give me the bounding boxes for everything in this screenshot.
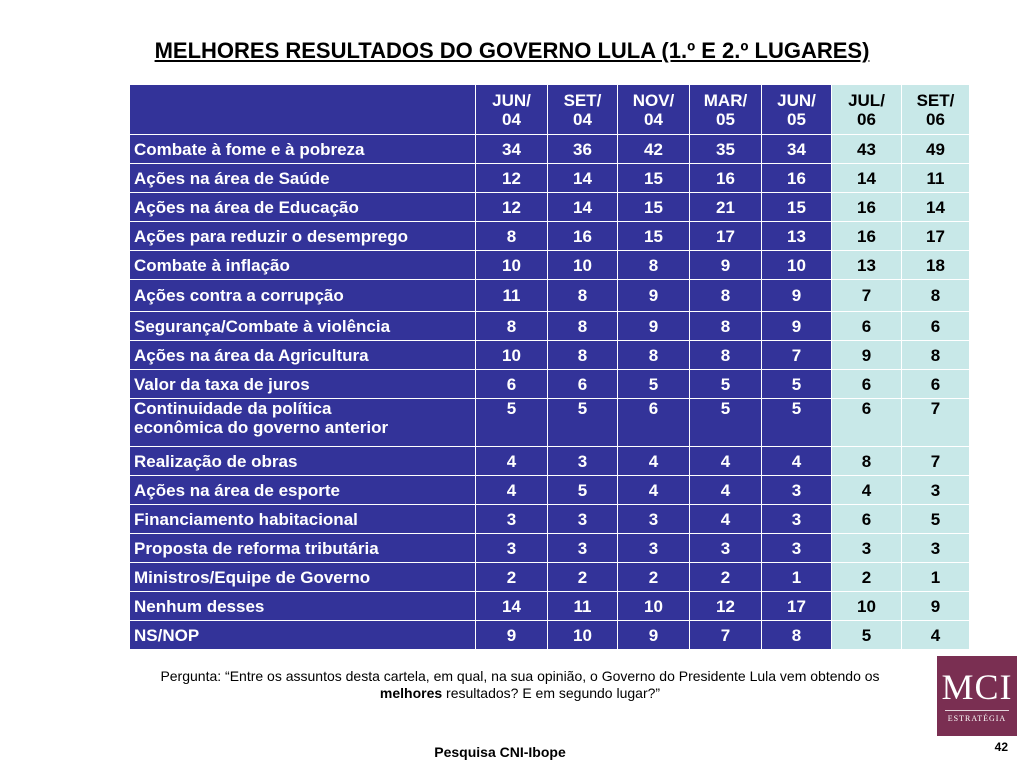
value-cell: 8 xyxy=(618,251,690,280)
value-cell: 3 xyxy=(548,447,618,476)
value-cell: 14 xyxy=(476,592,548,621)
value-cell: 8 xyxy=(618,341,690,370)
value-cell: 10 xyxy=(762,251,832,280)
value-cell: 14 xyxy=(902,193,970,222)
table-row xyxy=(130,534,970,563)
value-cell: 17 xyxy=(762,592,832,621)
value-cell: 3 xyxy=(762,476,832,505)
value-cell: 4 xyxy=(476,447,548,476)
value-cell: 15 xyxy=(618,164,690,193)
value-cell: 3 xyxy=(476,534,548,563)
value-cell: 3 xyxy=(548,534,618,563)
value-cell: 9 xyxy=(690,251,762,280)
row-label: Realização de obras xyxy=(130,447,476,476)
value-cell: 13 xyxy=(832,251,902,280)
value-cell: 34 xyxy=(476,135,548,164)
value-cell: 9 xyxy=(902,592,970,621)
value-cell: 6 xyxy=(902,370,970,399)
row-label: Ações na área da Agricultura xyxy=(130,341,476,370)
table-row xyxy=(130,592,970,621)
value-cell: 8 xyxy=(690,280,762,312)
table-row xyxy=(130,193,970,222)
value-cell: 2 xyxy=(618,563,690,592)
value-cell: 7 xyxy=(902,399,970,447)
value-cell: 13 xyxy=(762,222,832,251)
value-cell: 16 xyxy=(832,222,902,251)
value-cell: 8 xyxy=(832,447,902,476)
row-label: Ações na área de Saúde xyxy=(130,164,476,193)
value-cell: 7 xyxy=(762,341,832,370)
value-cell: 16 xyxy=(548,222,618,251)
column-header: JUL/ 06 xyxy=(832,85,902,135)
value-cell: 4 xyxy=(902,621,970,650)
value-cell: 10 xyxy=(476,341,548,370)
row-label: NS/NOP xyxy=(130,621,476,650)
row-label: Ações na área de esporte xyxy=(130,476,476,505)
header-corner xyxy=(130,85,476,135)
value-cell: 3 xyxy=(902,476,970,505)
value-cell: 15 xyxy=(618,193,690,222)
value-cell: 10 xyxy=(618,592,690,621)
value-cell: 9 xyxy=(618,621,690,650)
value-cell: 3 xyxy=(618,505,690,534)
value-cell: 6 xyxy=(902,312,970,341)
value-cell: 5 xyxy=(548,399,618,447)
question-text-start: Pergunta: “Entre os assuntos desta cartela, em qual, na sua opinião, o Governo do Presidente Lula vem obtendo os xyxy=(160,668,880,684)
value-cell: 10 xyxy=(832,592,902,621)
value-cell: 6 xyxy=(618,399,690,447)
value-cell: 35 xyxy=(690,135,762,164)
question-text-end: resultados? E em segundo lugar?” xyxy=(442,685,661,701)
value-cell: 8 xyxy=(902,341,970,370)
footer-source: Pesquisa CNI-Ibope xyxy=(434,744,566,760)
value-cell: 10 xyxy=(476,251,548,280)
value-cell: 5 xyxy=(832,621,902,650)
table-row xyxy=(130,312,970,341)
row-label: Ações contra a corrupção xyxy=(130,280,476,312)
value-cell: 12 xyxy=(476,164,548,193)
table-row xyxy=(130,135,970,164)
table-row xyxy=(130,370,970,399)
value-cell: 4 xyxy=(690,447,762,476)
value-cell: 3 xyxy=(902,534,970,563)
table-row xyxy=(130,505,970,534)
value-cell: 5 xyxy=(690,399,762,447)
value-cell: 7 xyxy=(832,280,902,312)
value-cell: 11 xyxy=(902,164,970,193)
column-header: MAR/ 05 xyxy=(690,85,762,135)
mci-logo xyxy=(937,656,1017,736)
value-cell: 9 xyxy=(476,621,548,650)
value-cell: 8 xyxy=(690,341,762,370)
value-cell: 8 xyxy=(476,312,548,341)
value-cell: 17 xyxy=(690,222,762,251)
value-cell: 12 xyxy=(476,193,548,222)
value-cell: 2 xyxy=(548,563,618,592)
page-number: 42 xyxy=(994,740,1008,754)
table-row xyxy=(130,280,970,312)
value-cell: 9 xyxy=(618,312,690,341)
question-emphasis: melhores xyxy=(379,685,443,701)
row-label: Proposta de reforma tributária xyxy=(130,534,476,563)
value-cell: 8 xyxy=(476,222,548,251)
value-cell: 8 xyxy=(548,280,618,312)
value-cell: 8 xyxy=(548,341,618,370)
value-cell: 8 xyxy=(762,621,832,650)
value-cell: 6 xyxy=(832,505,902,534)
value-cell: 11 xyxy=(548,592,618,621)
row-label: Combate à inflação xyxy=(130,251,476,280)
value-cell: 5 xyxy=(476,399,548,447)
table-row xyxy=(130,399,970,447)
value-cell: 4 xyxy=(690,476,762,505)
value-cell: 7 xyxy=(690,621,762,650)
table-row xyxy=(130,563,970,592)
value-cell: 4 xyxy=(476,476,548,505)
value-cell: 5 xyxy=(902,505,970,534)
table-row xyxy=(130,476,970,505)
value-cell: 8 xyxy=(548,312,618,341)
results-table xyxy=(129,84,970,650)
value-cell: 3 xyxy=(762,534,832,563)
value-cell: 6 xyxy=(832,370,902,399)
value-cell: 34 xyxy=(762,135,832,164)
value-cell: 4 xyxy=(618,476,690,505)
row-label: Combate à fome e à pobreza xyxy=(130,135,476,164)
value-cell: 9 xyxy=(618,280,690,312)
value-cell: 15 xyxy=(618,222,690,251)
value-cell: 3 xyxy=(618,534,690,563)
value-cell: 42 xyxy=(618,135,690,164)
value-cell: 3 xyxy=(476,505,548,534)
logo-text: MCI xyxy=(941,667,1013,707)
value-cell: 2 xyxy=(832,563,902,592)
value-cell: 36 xyxy=(548,135,618,164)
question-text xyxy=(160,668,880,702)
value-cell: 4 xyxy=(690,505,762,534)
value-cell: 2 xyxy=(690,563,762,592)
value-cell: 15 xyxy=(762,193,832,222)
header-row xyxy=(130,85,970,135)
value-cell: 5 xyxy=(762,370,832,399)
value-cell: 14 xyxy=(548,164,618,193)
row-label: Valor da taxa de juros xyxy=(130,370,476,399)
column-header: SET/ 06 xyxy=(902,85,970,135)
value-cell: 6 xyxy=(832,312,902,341)
row-label: Segurança/Combate à violência xyxy=(130,312,476,341)
logo-divider xyxy=(945,710,1009,711)
value-cell: 21 xyxy=(690,193,762,222)
row-label: Financiamento habitacional xyxy=(130,505,476,534)
value-cell: 5 xyxy=(690,370,762,399)
table-row xyxy=(130,341,970,370)
value-cell: 12 xyxy=(690,592,762,621)
value-cell: 11 xyxy=(476,280,548,312)
value-cell: 1 xyxy=(902,563,970,592)
value-cell: 2 xyxy=(476,563,548,592)
value-cell: 9 xyxy=(762,312,832,341)
value-cell: 3 xyxy=(762,505,832,534)
table-body xyxy=(130,135,970,650)
value-cell: 9 xyxy=(832,341,902,370)
page-title: MELHORES RESULTADOS DO GOVERNO LULA (1.º E 2.º LUGARES) xyxy=(154,38,870,63)
value-cell: 14 xyxy=(548,193,618,222)
table-row xyxy=(130,621,970,650)
value-cell: 4 xyxy=(832,476,902,505)
value-cell: 18 xyxy=(902,251,970,280)
table-row xyxy=(130,251,970,280)
row-label: Ministros/Equipe de Governo xyxy=(130,563,476,592)
table-row xyxy=(130,164,970,193)
value-cell: 4 xyxy=(618,447,690,476)
value-cell: 5 xyxy=(548,476,618,505)
value-cell: 5 xyxy=(618,370,690,399)
value-cell: 1 xyxy=(762,563,832,592)
column-header: NOV/ 04 xyxy=(618,85,690,135)
value-cell: 17 xyxy=(902,222,970,251)
value-cell: 16 xyxy=(832,193,902,222)
column-header: JUN/ 05 xyxy=(762,85,832,135)
value-cell: 8 xyxy=(690,312,762,341)
value-cell: 9 xyxy=(762,280,832,312)
value-cell: 10 xyxy=(548,251,618,280)
value-cell: 8 xyxy=(902,280,970,312)
row-label: Continuidade da política econômica do governo anterior xyxy=(130,399,476,447)
column-header: JUN/ 04 xyxy=(476,85,548,135)
value-cell: 16 xyxy=(762,164,832,193)
value-cell: 3 xyxy=(832,534,902,563)
value-cell: 6 xyxy=(476,370,548,399)
value-cell: 6 xyxy=(548,370,618,399)
row-label: Nenhum desses xyxy=(130,592,476,621)
value-cell: 7 xyxy=(902,447,970,476)
value-cell: 3 xyxy=(548,505,618,534)
value-cell: 49 xyxy=(902,135,970,164)
table-row xyxy=(130,222,970,251)
value-cell: 43 xyxy=(832,135,902,164)
row-label: Ações para reduzir o desemprego xyxy=(130,222,476,251)
value-cell: 3 xyxy=(690,534,762,563)
table-row xyxy=(130,447,970,476)
value-cell: 14 xyxy=(832,164,902,193)
column-header: SET/ 04 xyxy=(548,85,618,135)
value-cell: 10 xyxy=(548,621,618,650)
value-cell: 4 xyxy=(762,447,832,476)
logo-subtext: ESTRATÉGIA xyxy=(947,714,1007,723)
value-cell: 6 xyxy=(832,399,902,447)
value-cell: 5 xyxy=(762,399,832,447)
row-label: Ações na área de Educação xyxy=(130,193,476,222)
value-cell: 16 xyxy=(690,164,762,193)
